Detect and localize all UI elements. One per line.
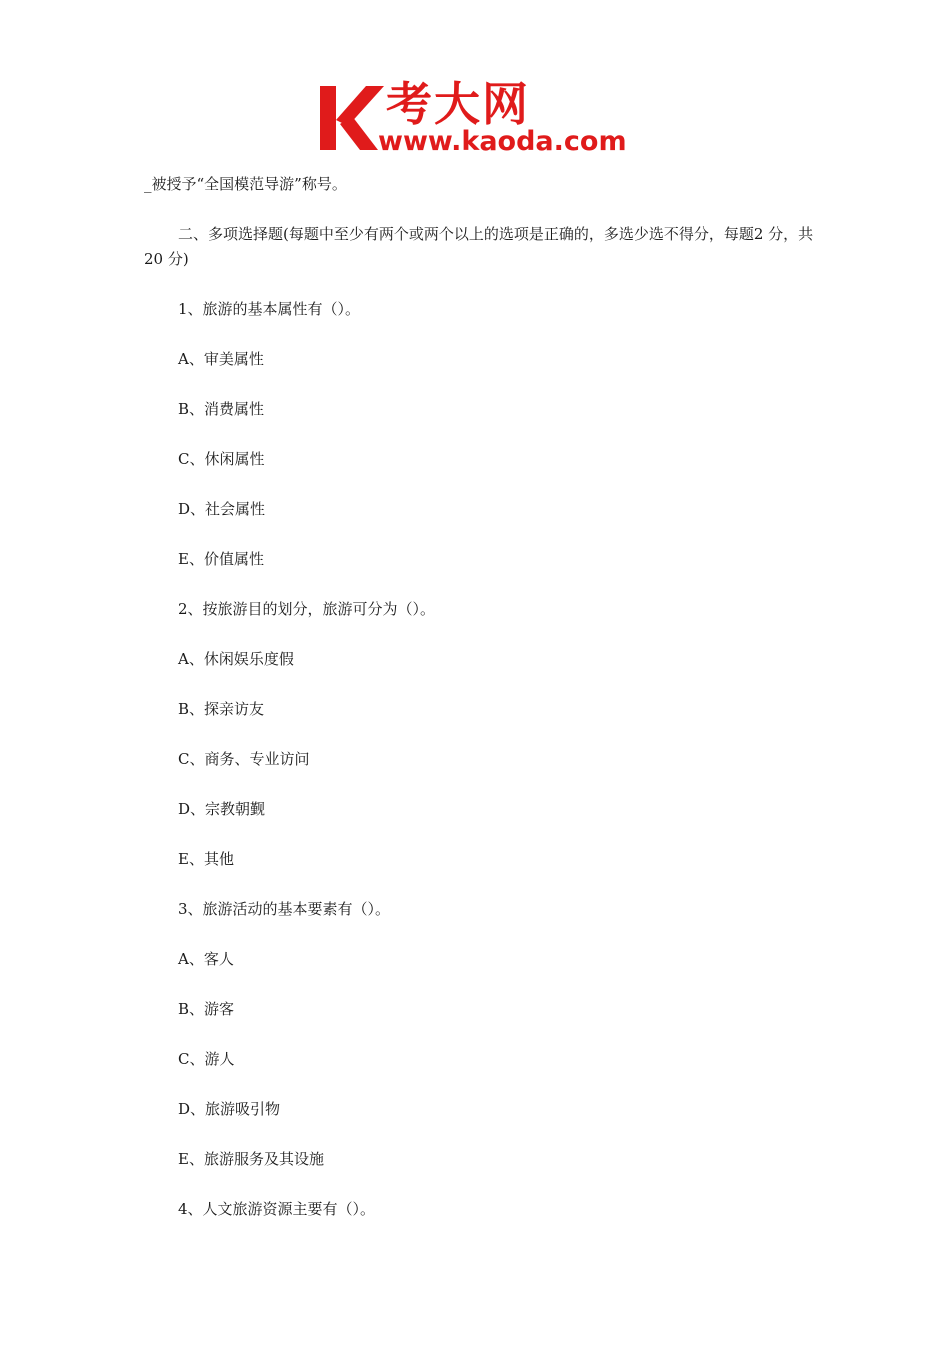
list-item: D、社会属性 <box>178 500 266 518</box>
kaoda-logo <box>318 77 640 162</box>
logo-chinese-text: 考大网 <box>386 77 530 131</box>
list-item: B、消费属性 <box>178 400 265 418</box>
lead-line: _被授予“全国模范导游”称号。 <box>144 175 347 193</box>
list-item: D、旅游吸引物 <box>178 1100 281 1118</box>
list-item: E、其他 <box>178 850 234 868</box>
section-heading: 二、多项选择题(每题中至少有两个或两个以上的选项是正确的，多选少选不得分，每题2 分，共 20 分) <box>144 225 814 268</box>
list-item: E、价值属性 <box>178 550 264 568</box>
list-item: B、游客 <box>178 1000 235 1018</box>
list-item: 1、旅游的基本属性有（）。 <box>178 300 361 318</box>
list-item: A、休闲娱乐度假 <box>178 650 294 668</box>
list-item: E、旅游服务及其设施 <box>178 1150 324 1168</box>
list-item: 4、人文旅游资源主要有（）。 <box>178 1200 376 1218</box>
list-item: 3、旅游活动的基本要素有（）。 <box>178 900 391 918</box>
logo-url-text: www.kaoda.com <box>378 126 627 157</box>
list-item: A、审美属性 <box>178 350 264 368</box>
list-item: D、宗教朝觐 <box>178 800 266 818</box>
list-item: A、客人 <box>178 950 234 968</box>
list-item: B、探亲访友 <box>178 700 265 718</box>
list-item: C、商务、专业访问 <box>178 750 310 768</box>
list-item: C、休闲属性 <box>178 450 265 468</box>
list-item: 2、按旅游目的划分，旅游可分为（）。 <box>178 600 436 618</box>
list-item: C、游人 <box>178 1050 235 1068</box>
